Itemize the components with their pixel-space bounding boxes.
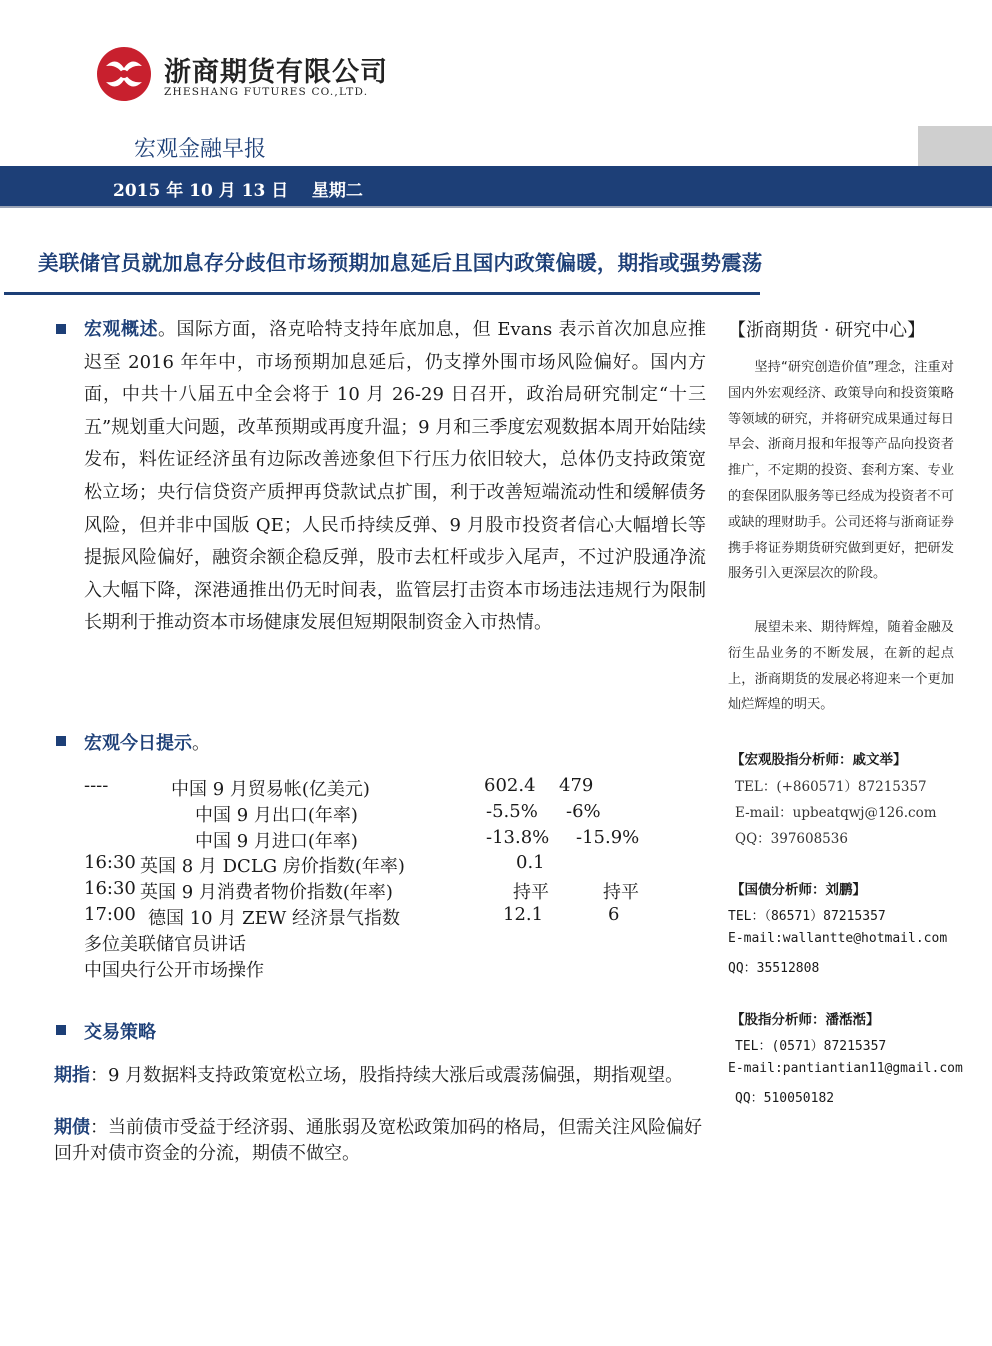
analyst-email: E-mail:pantiantian11@gmail.com (728, 1061, 963, 1076)
bullet-square-icon (56, 1025, 66, 1035)
calendar-event: 英国 9 月消费者物价指数(年率) (140, 882, 393, 903)
calendar-event: 中国 9 月出口(年率) (195, 805, 358, 826)
header-grey-block (918, 126, 992, 166)
analyst-heading: 【宏观股指分析师：戚文举】 (731, 752, 907, 768)
bullet-square-icon (56, 324, 66, 334)
macro-overview-text: 。国际方面，洛克哈特支持年底加息，但 Evans 表示首次加息应推迟至 2016 年年中，市场预期加息延后，仍支撑外围市场风险偏好。国内方面，中共十八届五中全会将于 10 月 26-29 日召开，政治局研究制定“十三五”规划重大问题，改革预期或再度升温；9 月和三季度宏观数据本周开始陆续发布，料佐证经济虽有边际改善迹象但下行压力依旧较大，总体仍支持政策宽松立场；央行信贷资产质押再贷款试点扩围，利于改善短端流动性和缓解债务风险，但并非中国版 QE；人民币持续反弹、9 月股市投资者信心大幅增长等提振风险偏好，融资余额企稳反弹，股市去杠杆或步入尾声，不过沪股通净流入大幅下降，深港通推出仍无时间表，监管层打击资本市场违法违规行为限制长期利于推动资本市场健康发展但短期限制资金入市热情。 (84, 319, 707, 634)
strategy-futures-paragraph (54, 1063, 706, 1089)
strategy-futures-text: ：9 月数据料支持政策宽松立场，股指持续大涨后或震荡偏强，期指观望。 (90, 1065, 684, 1086)
analyst-heading: 【股指分析师：潘湉湉】 (731, 1012, 880, 1028)
calendar-time: 17:00 (84, 904, 136, 925)
calendar-time: 16:30 (84, 878, 136, 899)
calendar-time: ---- (84, 775, 109, 796)
analyst-qq: QQ：510050182 (735, 1091, 835, 1106)
strategy-bonds-paragraph (54, 1115, 706, 1167)
strategy-section-title: 交易策略 (84, 1022, 156, 1043)
analyst-email: E-mail:wallantte@hotmail.com (728, 931, 948, 946)
calendar-value-prior: 12.1 (503, 904, 544, 925)
today-section-title: 宏观今日提示。 (84, 733, 210, 754)
calendar-value-prior: -5.5% (486, 801, 538, 822)
bullet-square-icon (56, 736, 66, 746)
calendar-value-prior: 602.4 (484, 775, 536, 796)
research-center-intro: 坚持“研究创造价值”理念，注重对国内外宏观经济、政策导向和投资策略等领域的研究，并将研究成果通过每日早会、浙商月报和年报等产品向投资者推广，不定期的投资、套利方案、专业的套保团队服务等已经成为投资者不可或缺的理财助手。公司还将与浙商证券携手将证券期货研究做到更好，把研发服务引入更深层次的阶段。 (728, 360, 954, 582)
calendar-value-forecast: -6% (566, 801, 601, 822)
company-name-cn: 浙商期货有限公司 (164, 57, 388, 88)
analyst-phone: TEL：(+860571）87215357 (735, 779, 927, 795)
strategy-bonds-text: ：当前债市受益于经济弱、通胀弱及宽松政策加码的格局，但需关注风险偏好回升对债市资金的分流，期债不做空。 (54, 1117, 702, 1164)
calendar-time: 16:30 (84, 852, 136, 873)
calendar-event: 德国 10 月 ZEW 经济景气指数 (148, 908, 400, 929)
company-name-en: ZHESHANG FUTURES CO.,LTD. (164, 86, 369, 98)
analyst-qq: QQ：397608536 (735, 831, 848, 847)
calendar-value-forecast: 持平 (603, 882, 639, 903)
calendar-value-prior: 0.1 (516, 852, 545, 873)
macro-overview-label: 宏观概述 (84, 319, 159, 340)
analyst-qq: QQ：35512808 (728, 961, 820, 976)
research-center-title: 【浙商期货 · 研究中心】 (728, 320, 926, 341)
analyst-heading: 【国债分析师：刘鹏】 (731, 882, 866, 898)
strategy-bonds-label: 期债 (54, 1117, 90, 1138)
headline-divider (4, 292, 760, 295)
research-center-outlook: 展望未来、期待辉煌，随着金融及衍生品业务的不断发展，在新的起点上，浙商期货的发展必将迎来一个更加灿烂辉煌的明天。 (728, 620, 954, 713)
company-logo-icon (96, 46, 152, 102)
calendar-event: 中国 9 月进口(年率) (195, 831, 358, 852)
calendar-value-forecast: 6 (608, 904, 620, 925)
calendar-event: 中国 9 月贸易帐(亿美元) (171, 779, 370, 800)
calendar-value-prior: 持平 (513, 882, 549, 903)
report-headline: 美联储官员就加息存分歧但市场预期加息延后且国内政策偏暖，期指或强势震荡 (38, 251, 763, 275)
calendar-event: 英国 8 月 DCLG 房价指数(年率) (140, 856, 405, 877)
analyst-phone: TEL：（86571）87215357 (728, 909, 886, 924)
macro-overview-paragraph (84, 314, 706, 640)
report-date: 2015 年 10 月 13 日 星期二 (113, 181, 363, 201)
calendar-value-forecast: -15.9% (576, 827, 640, 848)
analyst-email: E-mail：upbeatqwj@126.com (735, 805, 937, 821)
analyst-phone: TEL：(0571）87215357 (735, 1039, 887, 1054)
calendar-event: 多位美联储官员讲话 (84, 934, 246, 955)
calendar-event: 中国央行公开市场操作 (84, 960, 264, 981)
strategy-futures-label: 期指 (54, 1065, 90, 1086)
report-type-title: 宏观金融早报 (134, 137, 267, 162)
calendar-value-prior: -13.8% (486, 827, 550, 848)
calendar-value-forecast: 479 (559, 775, 594, 796)
